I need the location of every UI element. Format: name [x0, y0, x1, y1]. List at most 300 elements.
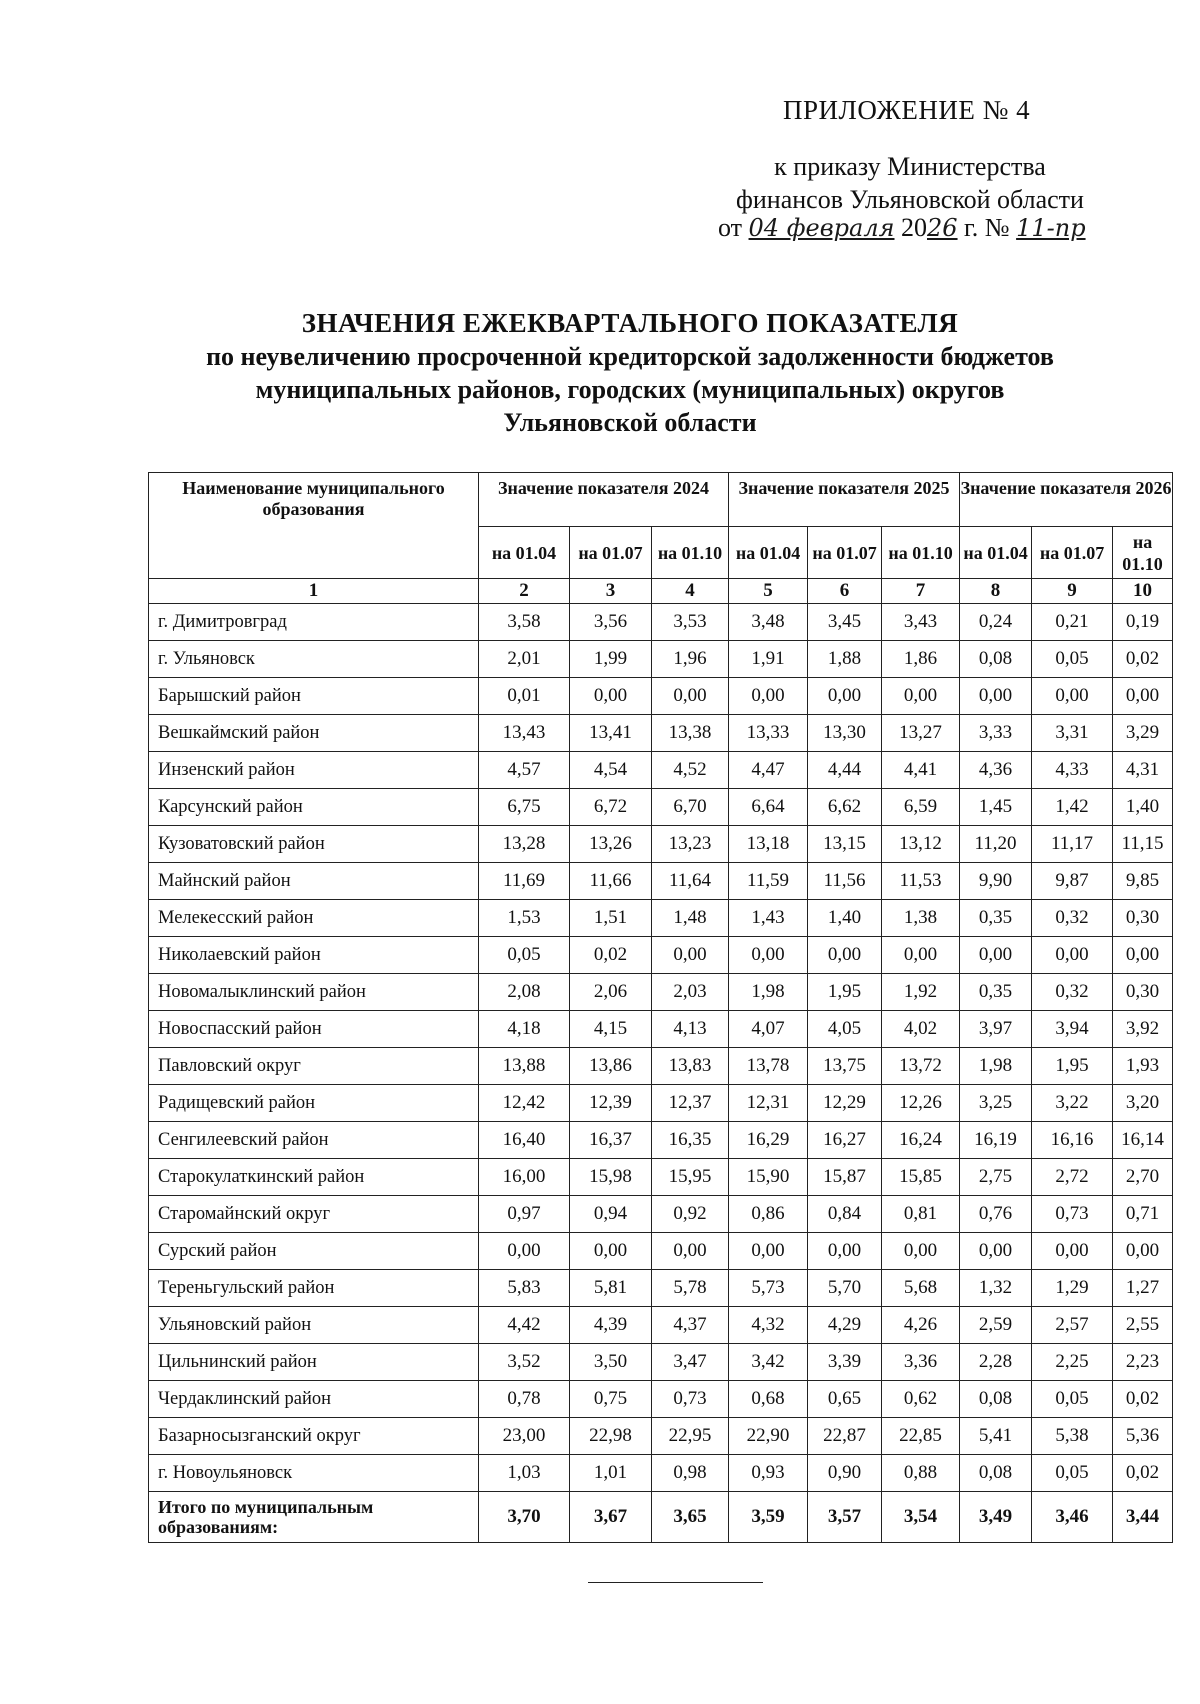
table-row — [149, 1381, 1173, 1418]
indicator-value: 0,92 — [652, 1196, 729, 1233]
order-reference-line: финансов Ульяновской области — [736, 185, 1084, 214]
municipality-name: Новоспасский район — [149, 1011, 479, 1048]
indicator-value: 0,05 — [1032, 1455, 1113, 1492]
indicator-value: 0,02 — [1113, 641, 1173, 678]
indicator-value: 16,19 — [960, 1122, 1032, 1159]
indicator-value: 11,20 — [960, 826, 1032, 863]
indicator-value: 5,68 — [882, 1270, 960, 1307]
indicator-value: 13,78 — [729, 1048, 808, 1085]
indicator-value: 4,52 — [652, 752, 729, 789]
indicator-value: 0,02 — [1113, 1455, 1173, 1492]
indicator-value: 0,62 — [882, 1381, 960, 1418]
municipality-name: Ульяновский район — [149, 1307, 479, 1344]
date-header: на 01.10 — [882, 527, 960, 579]
indicator-value: 9,87 — [1032, 863, 1113, 900]
indicator-value: 0,88 — [882, 1455, 960, 1492]
table-row — [149, 1418, 1173, 1455]
title-line: ЗНАЧЕНИЯ ЕЖЕКВАРТАЛЬНОГО ПОКАЗАТЕЛЯ — [301, 308, 959, 338]
indicator-value: 22,95 — [652, 1418, 729, 1455]
total-value: 3,67 — [570, 1492, 652, 1543]
table-row — [149, 1270, 1173, 1307]
order-date-line — [718, 213, 1086, 243]
indicator-value: 4,26 — [882, 1307, 960, 1344]
indicator-value: 11,15 — [1113, 826, 1173, 863]
indicator-value: 4,32 — [729, 1307, 808, 1344]
indicator-value: 5,73 — [729, 1270, 808, 1307]
handwritten-year: 26 — [927, 214, 958, 242]
indicator-value: 3,56 — [570, 604, 652, 641]
indicator-value: 13,23 — [652, 826, 729, 863]
indicator-value: 1,93 — [1113, 1048, 1173, 1085]
table-row — [149, 1085, 1173, 1122]
column-number: 2 — [479, 579, 570, 604]
indicator-value: 5,41 — [960, 1418, 1032, 1455]
document-title — [150, 307, 1110, 439]
indicator-value: 1,40 — [1113, 789, 1173, 826]
date-header: на 01.04 — [960, 527, 1032, 579]
column-number: 8 — [960, 579, 1032, 604]
indicator-value: 3,58 — [479, 604, 570, 641]
indicator-value: 0,00 — [570, 678, 652, 715]
indicator-value: 6,70 — [652, 789, 729, 826]
column-number-row — [149, 579, 1173, 604]
indicator-value: 23,00 — [479, 1418, 570, 1455]
indicator-value: 11,69 — [479, 863, 570, 900]
table-row — [149, 1344, 1173, 1381]
municipality-name: Цильнинский район — [149, 1344, 479, 1381]
indicator-value: 0,08 — [960, 1455, 1032, 1492]
indicator-value: 1,92 — [882, 974, 960, 1011]
indicator-value: 1,99 — [570, 641, 652, 678]
indicator-value: 9,85 — [1113, 863, 1173, 900]
indicator-value: 0,00 — [960, 1233, 1032, 1270]
indicator-value: 5,70 — [808, 1270, 882, 1307]
indicator-value: 0,05 — [479, 937, 570, 974]
indicator-value: 0,05 — [1032, 641, 1113, 678]
indicator-value: 22,85 — [882, 1418, 960, 1455]
indicator-value: 6,62 — [808, 789, 882, 826]
indicator-value: 13,43 — [479, 715, 570, 752]
indicator-value: 0,19 — [1113, 604, 1173, 641]
indicator-value: 4,37 — [652, 1307, 729, 1344]
indicator-value: 0,00 — [570, 1233, 652, 1270]
total-value: 3,65 — [652, 1492, 729, 1543]
column-number: 5 — [729, 579, 808, 604]
indicator-value: 4,42 — [479, 1307, 570, 1344]
municipality-name: г. Димитровград — [149, 604, 479, 641]
date-year-prefix: 20 — [901, 213, 927, 242]
indicator-value: 0,86 — [729, 1196, 808, 1233]
total-value: 3,54 — [882, 1492, 960, 1543]
municipality-name: Сенгилеевский район — [149, 1122, 479, 1159]
indicator-value: 2,03 — [652, 974, 729, 1011]
total-label: Итого по муниципальным образованиям: — [149, 1492, 479, 1543]
indicator-value: 16,00 — [479, 1159, 570, 1196]
indicator-value: 4,47 — [729, 752, 808, 789]
indicator-value: 0,00 — [652, 937, 729, 974]
date-header: на 01.07 — [1032, 527, 1113, 579]
table-row — [149, 1455, 1173, 1492]
indicator-value: 16,37 — [570, 1122, 652, 1159]
indicator-value: 5,78 — [652, 1270, 729, 1307]
indicator-value: 1,01 — [570, 1455, 652, 1492]
indicator-value: 3,53 — [652, 604, 729, 641]
indicator-value: 13,28 — [479, 826, 570, 863]
indicator-value: 13,15 — [808, 826, 882, 863]
indicator-value: 1,95 — [1032, 1048, 1113, 1085]
indicator-value: 4,29 — [808, 1307, 882, 1344]
municipality-name: Мелекесский район — [149, 900, 479, 937]
date-header: на 01.04 — [479, 527, 570, 579]
indicator-value: 3,92 — [1113, 1011, 1173, 1048]
table-row — [149, 715, 1173, 752]
indicator-value: 16,24 — [882, 1122, 960, 1159]
indicator-value: 2,01 — [479, 641, 570, 678]
indicator-value: 0,00 — [479, 1233, 570, 1270]
indicator-value: 2,70 — [1113, 1159, 1173, 1196]
indicator-value: 0,08 — [960, 641, 1032, 678]
indicator-value: 0,00 — [1032, 937, 1113, 974]
date-header: на 01.10 — [652, 527, 729, 579]
indicator-value: 4,44 — [808, 752, 882, 789]
indicator-value: 13,38 — [652, 715, 729, 752]
indicator-value: 1,98 — [729, 974, 808, 1011]
municipality-name: Радищевский район — [149, 1085, 479, 1122]
municipality-name: Базарносызганский округ — [149, 1418, 479, 1455]
indicator-value: 4,31 — [1113, 752, 1173, 789]
indicator-value: 0,68 — [729, 1381, 808, 1418]
municipality-name: Тереньгульский район — [149, 1270, 479, 1307]
indicator-value: 0,30 — [1113, 974, 1173, 1011]
municipality-name: Новомалыклинский район — [149, 974, 479, 1011]
indicator-value: 3,20 — [1113, 1085, 1173, 1122]
indicator-value: 0,98 — [652, 1455, 729, 1492]
date-g-label: г. № — [964, 213, 1010, 242]
indicator-value: 3,97 — [960, 1011, 1032, 1048]
municipality-name: Инзенский район — [149, 752, 479, 789]
indicator-value: 1,43 — [729, 900, 808, 937]
indicator-value: 3,36 — [882, 1344, 960, 1381]
indicator-value: 13,72 — [882, 1048, 960, 1085]
indicator-value: 0,00 — [882, 937, 960, 974]
indicator-value: 0,00 — [960, 678, 1032, 715]
indicator-value: 3,47 — [652, 1344, 729, 1381]
indicator-value: 5,36 — [1113, 1418, 1173, 1455]
indicator-value: 3,50 — [570, 1344, 652, 1381]
indicator-value: 0,00 — [882, 1233, 960, 1270]
handwritten-date: 04 февраля — [748, 214, 895, 242]
table-row — [149, 752, 1173, 789]
indicator-value: 3,42 — [729, 1344, 808, 1381]
indicator-value: 4,41 — [882, 752, 960, 789]
indicator-value: 0,81 — [882, 1196, 960, 1233]
table-row — [149, 1048, 1173, 1085]
indicator-value: 2,06 — [570, 974, 652, 1011]
table-row — [149, 604, 1173, 641]
indicator-value: 2,55 — [1113, 1307, 1173, 1344]
indicator-value: 2,28 — [960, 1344, 1032, 1381]
indicator-value: 13,26 — [570, 826, 652, 863]
table-row — [149, 863, 1173, 900]
indicator-value: 0,35 — [960, 900, 1032, 937]
indicator-value: 4,13 — [652, 1011, 729, 1048]
year-group-header: Значение показателя 2025 — [729, 473, 960, 527]
indicator-value: 0,00 — [729, 937, 808, 974]
indicator-value: 0,00 — [652, 1233, 729, 1270]
indicator-value: 6,59 — [882, 789, 960, 826]
municipality-name: г. Новоульяновск — [149, 1455, 479, 1492]
indicator-value: 3,45 — [808, 604, 882, 641]
total-value: 3,59 — [729, 1492, 808, 1543]
indicator-value: 4,15 — [570, 1011, 652, 1048]
indicator-value: 0,00 — [1113, 1233, 1173, 1270]
indicator-value: 4,07 — [729, 1011, 808, 1048]
indicator-value: 1,45 — [960, 789, 1032, 826]
indicator-value: 0,73 — [1032, 1196, 1113, 1233]
column-number: 3 — [570, 579, 652, 604]
indicator-value: 1,29 — [1032, 1270, 1113, 1307]
indicator-value: 3,43 — [882, 604, 960, 641]
table-row — [149, 641, 1173, 678]
indicator-value: 11,17 — [1032, 826, 1113, 863]
indicator-value: 1,03 — [479, 1455, 570, 1492]
indicator-value: 12,39 — [570, 1085, 652, 1122]
name-column-header: Наименование муниципального образования — [149, 473, 479, 579]
indicator-value: 13,12 — [882, 826, 960, 863]
indicator-value: 16,29 — [729, 1122, 808, 1159]
indicator-value: 3,33 — [960, 715, 1032, 752]
indicator-value: 16,40 — [479, 1122, 570, 1159]
indicator-value: 6,72 — [570, 789, 652, 826]
indicator-value: 1,86 — [882, 641, 960, 678]
column-number: 1 — [149, 579, 479, 604]
indicator-value: 0,97 — [479, 1196, 570, 1233]
municipality-name: Вешкаймский район — [149, 715, 479, 752]
indicator-value: 3,31 — [1032, 715, 1113, 752]
indicator-value: 15,85 — [882, 1159, 960, 1196]
municipality-name: Барышский район — [149, 678, 479, 715]
column-number: 9 — [1032, 579, 1113, 604]
indicator-value: 3,52 — [479, 1344, 570, 1381]
indicator-value: 0,00 — [729, 678, 808, 715]
table-row — [149, 1196, 1173, 1233]
indicator-value: 11,64 — [652, 863, 729, 900]
indicator-value: 1,48 — [652, 900, 729, 937]
indicator-value: 2,25 — [1032, 1344, 1113, 1381]
indicator-value: 2,75 — [960, 1159, 1032, 1196]
date-header: на 01.10 — [1113, 527, 1173, 579]
indicator-value: 13,86 — [570, 1048, 652, 1085]
indicator-value: 11,59 — [729, 863, 808, 900]
table-row — [149, 1159, 1173, 1196]
handwritten-order-number: 11-пр — [1016, 214, 1086, 242]
municipality-name: Карсунский район — [149, 789, 479, 826]
indicator-value: 0,35 — [960, 974, 1032, 1011]
indicator-value: 0,00 — [729, 1233, 808, 1270]
indicator-value: 0,73 — [652, 1381, 729, 1418]
indicator-value: 12,42 — [479, 1085, 570, 1122]
indicator-value: 0,00 — [1113, 937, 1173, 974]
indicator-value: 2,59 — [960, 1307, 1032, 1344]
year-group-header: Значение показателя 2024 — [479, 473, 729, 527]
indicator-value: 15,95 — [652, 1159, 729, 1196]
indicator-value: 12,31 — [729, 1085, 808, 1122]
indicator-value: 0,71 — [1113, 1196, 1173, 1233]
indicator-value: 1,51 — [570, 900, 652, 937]
indicator-value: 0,30 — [1113, 900, 1173, 937]
title-line: Ульяновской области — [503, 408, 757, 437]
indicator-value: 2,23 — [1113, 1344, 1173, 1381]
indicator-value: 13,83 — [652, 1048, 729, 1085]
indicator-value: 11,53 — [882, 863, 960, 900]
total-row — [149, 1492, 1173, 1543]
indicator-value: 16,14 — [1113, 1122, 1173, 1159]
date-header: на 01.07 — [570, 527, 652, 579]
indicator-value: 4,57 — [479, 752, 570, 789]
municipality-name: Павловский округ — [149, 1048, 479, 1085]
indicator-value: 0,00 — [1032, 678, 1113, 715]
indicator-value: 12,29 — [808, 1085, 882, 1122]
indicator-value: 13,41 — [570, 715, 652, 752]
indicator-value: 12,37 — [652, 1085, 729, 1122]
indicator-value: 1,88 — [808, 641, 882, 678]
title-line: по неувеличению просроченной кредиторской задолженности бюджетов — [206, 342, 1054, 371]
table-row — [149, 974, 1173, 1011]
municipality-name: Николаевский район — [149, 937, 479, 974]
indicator-value: 12,26 — [882, 1085, 960, 1122]
date-header: на 01.07 — [808, 527, 882, 579]
indicator-value: 1,32 — [960, 1270, 1032, 1307]
total-value: 3,44 — [1113, 1492, 1173, 1543]
table-row — [149, 678, 1173, 715]
indicator-table — [148, 472, 1173, 1543]
indicator-value: 0,32 — [1032, 974, 1113, 1011]
indicator-value: 6,75 — [479, 789, 570, 826]
date-prefix: от — [718, 213, 743, 242]
indicator-value: 11,66 — [570, 863, 652, 900]
indicator-value: 13,30 — [808, 715, 882, 752]
order-reference-line: к приказу Министерства — [774, 152, 1046, 181]
indicator-value: 13,33 — [729, 715, 808, 752]
table-row — [149, 1307, 1173, 1344]
total-value: 3,57 — [808, 1492, 882, 1543]
municipality-name: Майнский район — [149, 863, 479, 900]
indicator-value: 4,02 — [882, 1011, 960, 1048]
total-value: 3,46 — [1032, 1492, 1113, 1543]
indicator-value: 3,22 — [1032, 1085, 1113, 1122]
indicator-value: 22,98 — [570, 1418, 652, 1455]
indicator-value: 2,08 — [479, 974, 570, 1011]
indicator-value: 0,21 — [1032, 604, 1113, 641]
indicator-value: 4,18 — [479, 1011, 570, 1048]
indicator-value: 0,84 — [808, 1196, 882, 1233]
column-number: 7 — [882, 579, 960, 604]
indicator-value: 0,00 — [1113, 678, 1173, 715]
indicator-value: 0,00 — [808, 1233, 882, 1270]
table-row — [149, 937, 1173, 974]
indicator-value: 0,24 — [960, 604, 1032, 641]
indicator-value: 15,98 — [570, 1159, 652, 1196]
indicator-value: 13,75 — [808, 1048, 882, 1085]
indicator-value: 16,27 — [808, 1122, 882, 1159]
indicator-value: 0,00 — [960, 937, 1032, 974]
total-value: 3,70 — [479, 1492, 570, 1543]
order-reference — [700, 150, 1120, 216]
table-row — [149, 826, 1173, 863]
indicator-value: 0,76 — [960, 1196, 1032, 1233]
indicator-value: 3,94 — [1032, 1011, 1113, 1048]
indicator-value: 22,87 — [808, 1418, 882, 1455]
indicator-value: 6,64 — [729, 789, 808, 826]
indicator-value: 4,36 — [960, 752, 1032, 789]
indicator-value: 1,38 — [882, 900, 960, 937]
municipality-name: Старокулаткинский район — [149, 1159, 479, 1196]
total-value: 3,49 — [960, 1492, 1032, 1543]
indicator-value: 16,35 — [652, 1122, 729, 1159]
column-number: 6 — [808, 579, 882, 604]
indicator-value: 4,39 — [570, 1307, 652, 1344]
indicator-value: 16,16 — [1032, 1122, 1113, 1159]
indicator-value: 3,25 — [960, 1085, 1032, 1122]
closing-rule — [588, 1582, 763, 1583]
date-header: на 01.04 — [729, 527, 808, 579]
indicator-value: 1,42 — [1032, 789, 1113, 826]
indicator-value: 0,00 — [1032, 1233, 1113, 1270]
indicator-value: 0,32 — [1032, 900, 1113, 937]
indicator-value: 13,18 — [729, 826, 808, 863]
municipality-name: г. Ульяновск — [149, 641, 479, 678]
indicator-value: 4,33 — [1032, 752, 1113, 789]
indicator-value: 9,90 — [960, 863, 1032, 900]
indicator-value: 2,57 — [1032, 1307, 1113, 1344]
table-row — [149, 1011, 1173, 1048]
table-row — [149, 900, 1173, 937]
table-row — [149, 1233, 1173, 1270]
indicator-value: 1,98 — [960, 1048, 1032, 1085]
indicator-value: 0,05 — [1032, 1381, 1113, 1418]
indicator-value: 0,02 — [570, 937, 652, 974]
indicator-value: 1,96 — [652, 641, 729, 678]
column-number: 4 — [652, 579, 729, 604]
indicator-value: 0,01 — [479, 678, 570, 715]
appendix-label: ПРИЛОЖЕНИЕ № 4 — [783, 95, 1031, 125]
municipality-name: Чердаклинский район — [149, 1381, 479, 1418]
municipality-name: Старомайнский округ — [149, 1196, 479, 1233]
indicator-value: 1,91 — [729, 641, 808, 678]
indicator-value: 0,00 — [652, 678, 729, 715]
title-line: муниципальных районов, городских (муниципальных) округов — [255, 375, 1005, 404]
indicator-value: 3,29 — [1113, 715, 1173, 752]
indicator-value: 15,87 — [808, 1159, 882, 1196]
indicator-value: 0,94 — [570, 1196, 652, 1233]
indicator-value: 0,00 — [808, 937, 882, 974]
indicator-value: 1,53 — [479, 900, 570, 937]
indicator-value: 0,75 — [570, 1381, 652, 1418]
municipality-name: Кузоватовский район — [149, 826, 479, 863]
indicator-value: 22,90 — [729, 1418, 808, 1455]
indicator-value: 0,00 — [808, 678, 882, 715]
indicator-value: 11,56 — [808, 863, 882, 900]
table-row — [149, 1122, 1173, 1159]
indicator-value: 5,81 — [570, 1270, 652, 1307]
indicator-value: 0,78 — [479, 1381, 570, 1418]
indicator-value: 1,40 — [808, 900, 882, 937]
indicator-value: 0,08 — [960, 1381, 1032, 1418]
indicator-value: 13,27 — [882, 715, 960, 752]
indicator-value: 0,00 — [882, 678, 960, 715]
table-row — [149, 789, 1173, 826]
indicator-value: 1,27 — [1113, 1270, 1173, 1307]
